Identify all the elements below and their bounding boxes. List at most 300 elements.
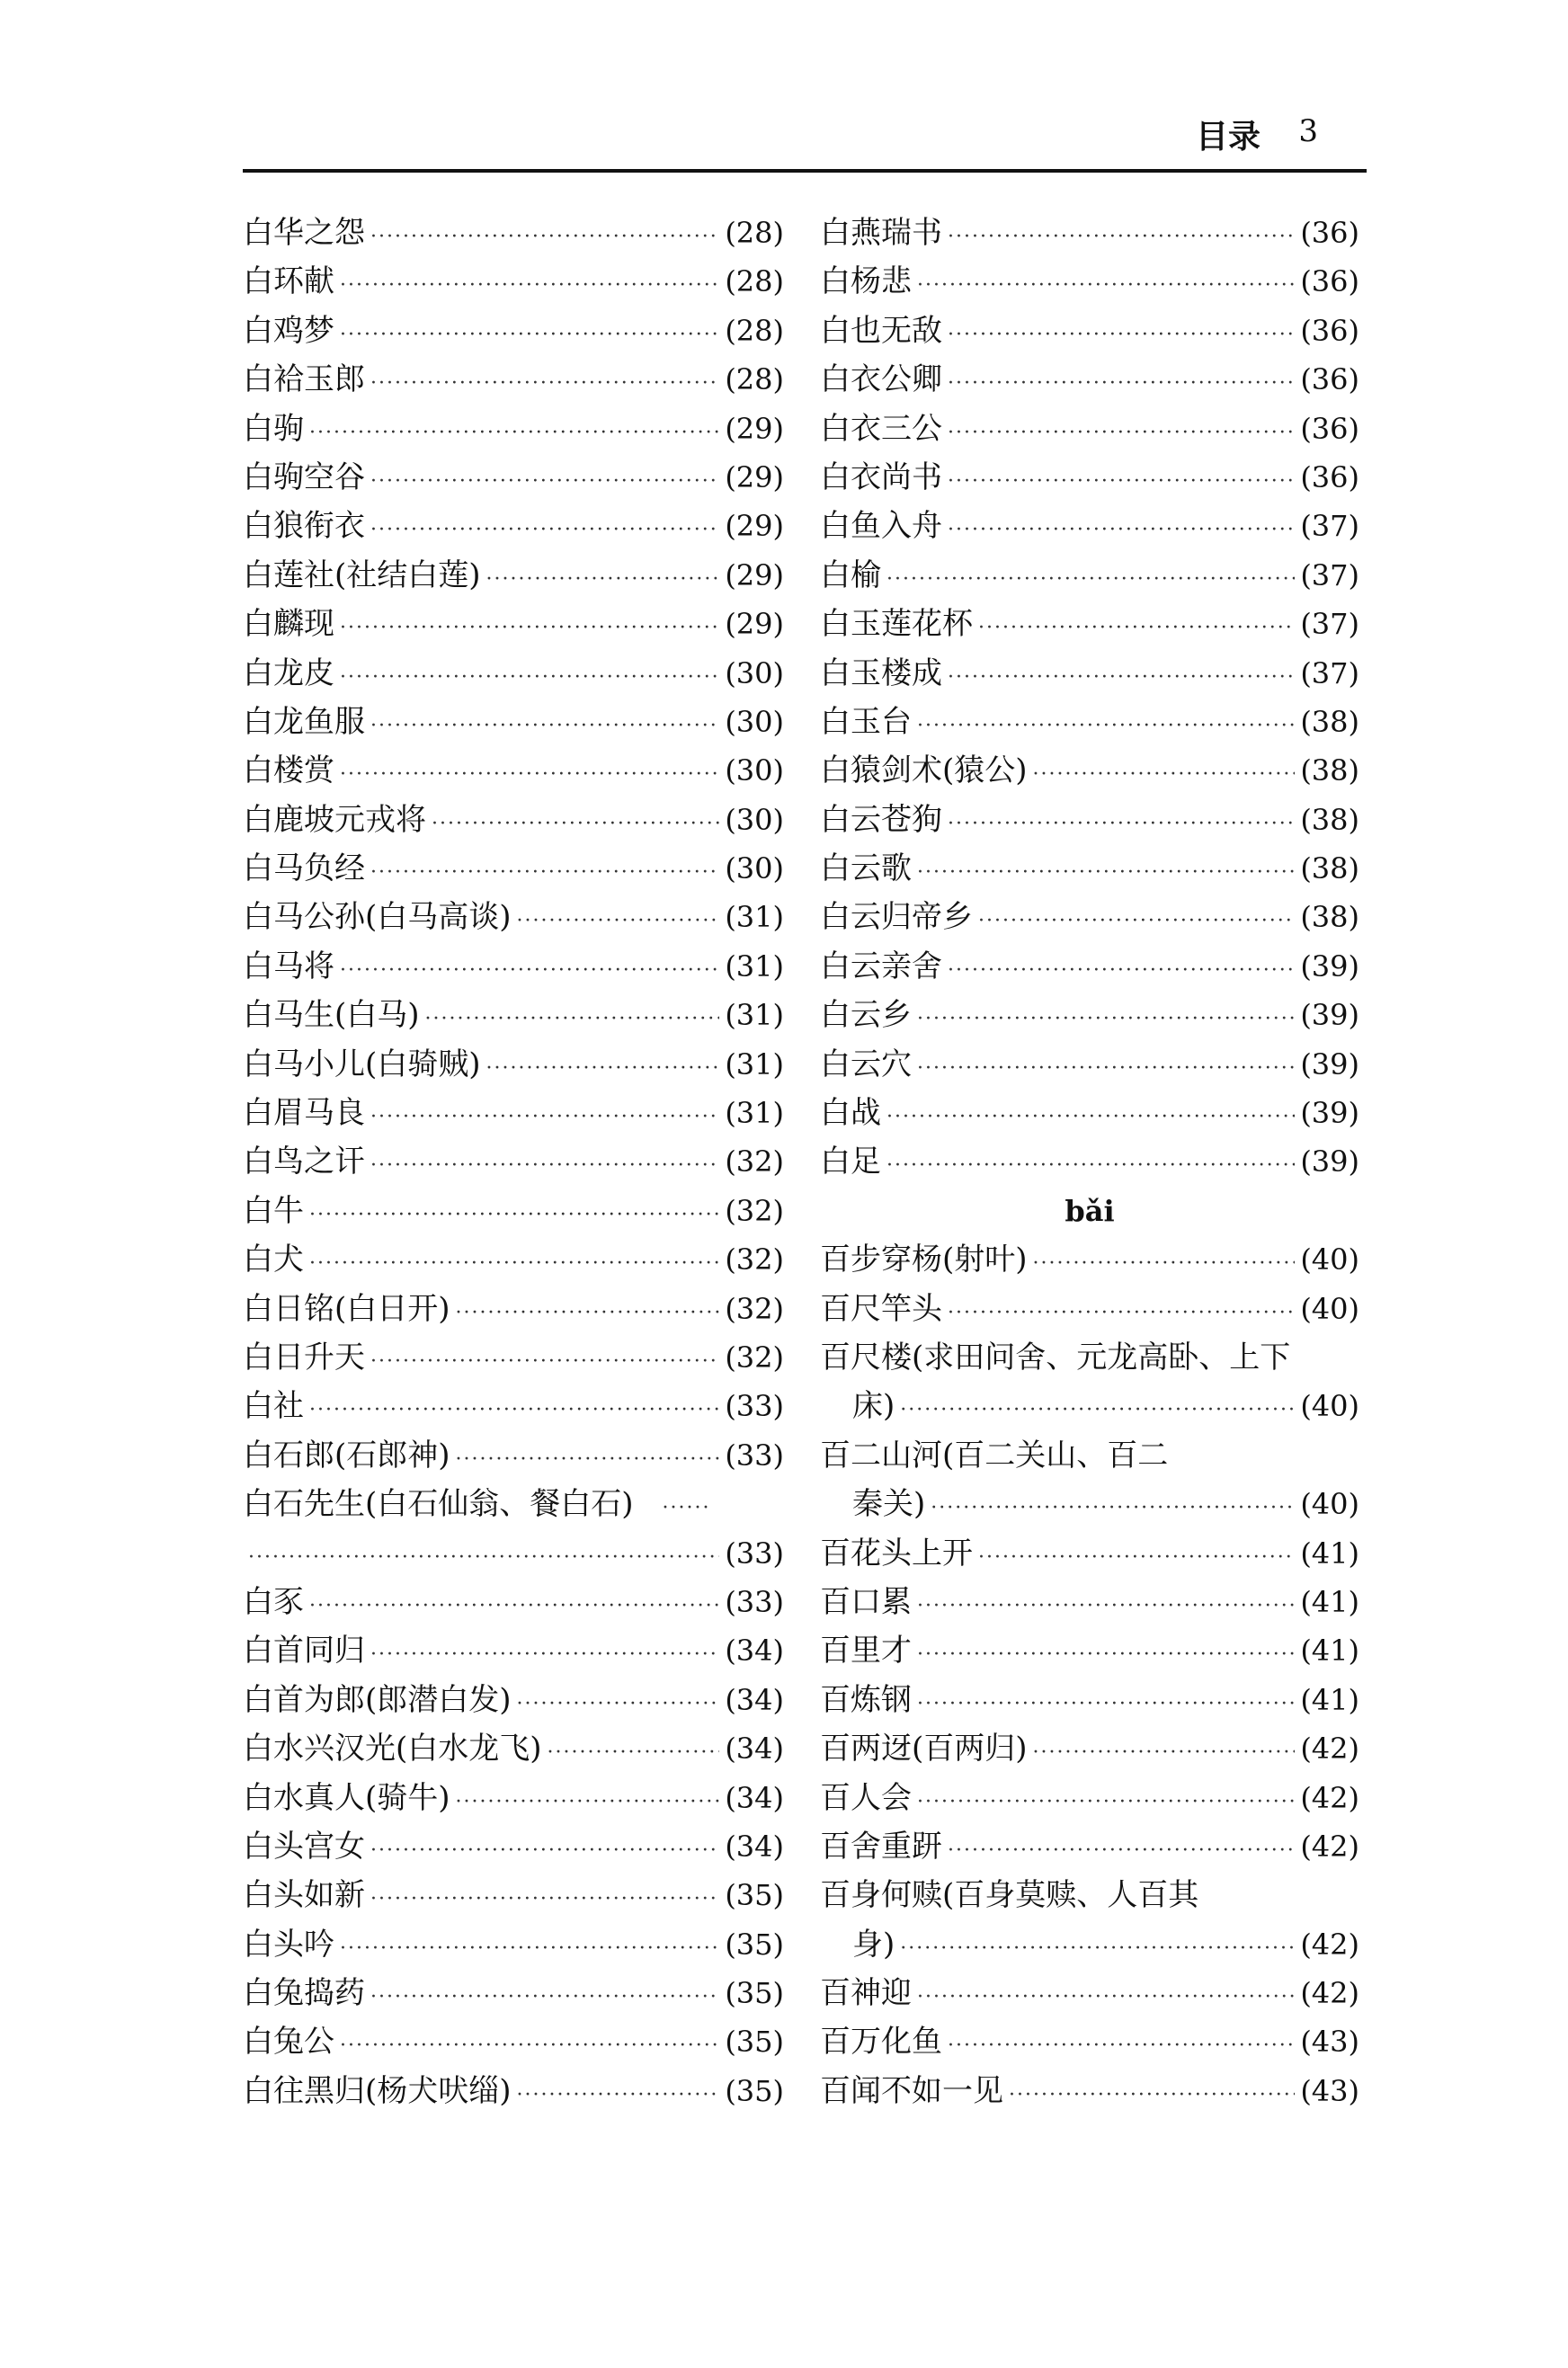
toc-entry [820,1235,1359,1284]
toc-entry [820,1920,1359,1969]
toc-entry [820,1774,1359,1822]
dot-leader [370,1875,719,1924]
dot-leader [340,311,719,360]
dot-leader [340,1925,719,1973]
entry-page: ( 30 ) [725,649,784,698]
entry-page: ( 36 ) [1300,209,1359,257]
entry-title: 白鱼入舟 [820,508,942,545]
entry-title: 百闻不如一见 [820,2072,1003,2109]
toc-entry [243,1382,784,1430]
entry-page: ( 40 ) [1300,1382,1359,1430]
dot-leader [886,556,1295,604]
dot-leader [948,506,1295,555]
entry-title: 白鸡梦 [243,312,334,349]
entry-title: 白云穴 [820,1046,912,1082]
entry-title: 白榆 [820,556,881,593]
toc-column-right [820,209,1359,2115]
toc-entry [820,600,1359,648]
toc-entry [243,453,784,502]
entry-title: 白鸟之讦 [243,1144,365,1180]
dot-leader [948,800,1295,849]
toc-entry [243,1626,784,1675]
entry-page: ( 40 ) [1300,1235,1359,1284]
dot-leader [370,1338,719,1386]
entry-page: ( 36 ) [1300,355,1359,404]
entry-page: ( 30 ) [725,796,784,844]
dot-leader [978,1534,1295,1582]
dot-leader [370,1142,719,1190]
dot-leader [370,1093,719,1142]
entry-page: ( 36 ) [1300,453,1359,502]
dot-leader [948,947,1295,995]
entry-page: ( 40 ) [1300,1480,1359,1528]
entry-title: 白马小儿(白骑贼) [243,1046,481,1082]
dot-leader [309,1582,719,1631]
entry-page: ( 38 ) [1300,746,1359,795]
dot-leader [309,1191,719,1240]
toc-entry [820,1578,1359,1626]
entry-title: 百两迓(百两归) [820,1731,1028,1767]
entry-title: 白往黑归(杨犬吠缁) [243,2072,512,2109]
entry-page: ( 30 ) [725,844,784,893]
toc-entry [820,257,1359,306]
entry-page: ( 32 ) [725,1333,784,1382]
dot-leader [886,1093,1295,1142]
entry-title: 白鹿坡元戎将 [243,801,426,838]
toc-entry [243,1187,784,1235]
entry-title: 白云乡 [820,997,912,1034]
dot-leader [340,751,719,799]
entry-page: ( 38 ) [1300,893,1359,941]
toc-entry [243,844,784,893]
toc-entry [243,600,784,648]
toc-entry-line1: 百尺楼(求田问舍、元龙高卧、上下 [820,1339,1291,1375]
dot-leader [309,409,719,458]
entry-page: ( 40 ) [1300,1285,1359,1333]
entry-title: 白玉台 [820,703,912,740]
entry-page: ( 35 ) [725,2067,784,2115]
entry-title: 白足 [820,1144,881,1180]
toc-entry [243,1235,784,1284]
toc-entry [820,1969,1359,2017]
dot-leader [517,897,720,946]
entry-title: 白衣三公 [820,410,942,447]
entry-title: 白环献 [243,263,334,300]
dot-leader [370,360,719,408]
entry-page: ( 37 ) [1300,502,1359,550]
toc-entry [243,1676,784,1724]
entry-page: ( 33 ) [725,1431,784,1480]
toc-entry [820,1676,1359,1724]
toc-entry [820,502,1359,550]
toc-entry [243,649,784,698]
dot-leader [900,1386,1295,1435]
toc-entry [243,502,784,550]
entry-page: ( 42 ) [1300,1969,1359,2017]
entry-page: ( 33 ) [725,1529,784,1578]
entry-title: 白袷玉郎 [243,361,365,398]
entry-page: ( 34 ) [725,1724,784,1773]
entry-title: 百神迎 [820,1975,912,2012]
toc-entry [243,1822,784,1871]
entry-title: 白水兴汉光(白水龙飞) [243,1731,542,1767]
entry-page: ( 29 ) [725,453,784,502]
entry-title: 百里才 [820,1633,912,1669]
toc-entry [243,942,784,991]
dot-leader [309,1386,719,1435]
dot-leader [517,1680,720,1729]
entry-page: ( 28 ) [725,355,784,404]
entry-title: 白头如新 [243,1877,365,1914]
running-title: 目录 [1195,119,1261,156]
toc-entry [820,1382,1359,1430]
entry-page: ( 39 ) [1300,991,1359,1039]
entry-page: ( 29 ) [725,551,784,600]
entry-title: 白兔捣药 [243,1975,365,2012]
entry-title: 白驹 [243,410,304,447]
toc-entry [820,746,1359,795]
toc-entry [820,1285,1359,1333]
entry-title: 白狼衔衣 [243,508,365,545]
dot-leader [486,1045,720,1093]
entry-page: ( 41 ) [1300,1626,1359,1675]
entry-page: ( 35 ) [725,1871,784,1919]
dot-leader [886,1142,1295,1190]
entry-title: 白水真人(骑牛) [243,1779,450,1816]
dot-leader [948,2022,1295,2070]
toc-entry [820,1137,1359,1186]
dot-leader [1033,1729,1296,1777]
entry-page: ( 33 ) [725,1578,784,1626]
entry-title: 白犬 [243,1242,304,1278]
toc-entry [820,1724,1359,1773]
entry-title: 白马生(白马) [243,997,420,1034]
entry-page: ( 36 ) [1300,405,1359,453]
entry-title: 白云归帝乡 [820,899,973,936]
entry-page: ( 39 ) [1300,1040,1359,1089]
toc-entry [243,1920,784,1969]
dot-leader [1033,1240,1296,1288]
entry-title: 白头宫女 [243,1828,365,1865]
entry-title: 百舍重趼 [820,1828,942,1865]
toc-entry [243,307,784,355]
entry-page: ( 42 ) [1300,1920,1359,1969]
dot-leader [948,360,1295,408]
entry-page: ( 37 ) [1300,551,1359,600]
entry-page: ( 43 ) [1300,2067,1359,2115]
toc-entry [243,698,784,746]
toc-entry [243,405,784,453]
toc-entry [243,1774,784,1822]
entry-title: 百炼钢 [820,1681,912,1718]
dot-leader [917,702,1295,751]
dot-leader [425,995,720,1044]
dot-leader [309,1240,719,1288]
entry-page: ( 31 ) [725,1040,784,1089]
toc-entry [243,1578,784,1626]
entry-page: ( 42 ) [1300,1822,1359,1871]
entry-title: 白龙皮 [243,654,334,691]
dot-leader [917,1973,1295,2022]
toc-entry [243,1529,784,1578]
page-header [243,106,1367,173]
dot-leader [917,995,1295,1044]
entry-page: ( 31 ) [725,991,784,1039]
toc-entry [820,698,1359,746]
entry-title: 白麟现 [243,606,334,643]
toc-entry [243,1285,784,1333]
dot-leader [248,1534,719,1582]
toc-entry [243,1333,784,1382]
entry-title: 白衣公卿 [820,361,942,398]
entry-page: ( 39 ) [1300,1089,1359,1137]
entry-page: ( 37 ) [1300,649,1359,698]
entry-title: 床) [852,1388,895,1425]
dot-leader [517,2071,720,2120]
dot-leader [370,1827,719,1875]
entry-title: 白牛 [243,1192,304,1229]
entry-page: ( 34 ) [725,1822,784,1871]
entry-page: ( 34 ) [725,1626,784,1675]
dot-leader [370,458,719,506]
entry-title: 白莲社(社结白莲) [243,556,481,593]
dot-leader [340,2022,719,2070]
toc-entry [820,1089,1359,1137]
dot-leader [1009,2071,1295,2120]
entry-page: ( 42 ) [1300,1774,1359,1822]
dot-leader [370,1973,719,2022]
toc-entry [820,209,1359,257]
entry-title: 白龙鱼服 [243,703,365,740]
entry-title: 百尺竿头 [820,1290,942,1327]
entry-title: 白石先生(白石仙翁、餐白石) [243,1486,634,1523]
toc-entry [820,551,1359,600]
dot-leader [486,556,720,604]
toc-entry [243,893,784,941]
toc-entry-line1: 百身何赎(百身莫赎、人百其 [820,1877,1199,1914]
entry-page: ( 35 ) [725,1969,784,2017]
dot-leader [370,213,719,262]
entry-title: 白社 [243,1388,304,1425]
entry-page: ( 31 ) [725,893,784,941]
entry-title: 白玉楼成 [820,654,942,691]
dot-leader [456,1289,720,1338]
entry-title: 白华之怨 [243,215,365,251]
dot-leader [948,458,1295,506]
dot-leader [340,654,719,702]
toc-entry [820,1626,1359,1675]
entry-page: ( 29 ) [725,502,784,550]
dot-leader [900,1925,1295,1973]
entry-page: ( 37 ) [1300,600,1359,648]
entry-page: ( 30 ) [725,698,784,746]
toc-entry [243,551,784,600]
entry-title: 白云歌 [820,850,912,887]
dot-leader [948,409,1295,458]
dot-leader [948,654,1295,702]
toc-entry-line1 [243,1480,784,1528]
dot-leader [917,1631,1295,1679]
entry-page: ( 31 ) [725,1089,784,1137]
entry-title: 白日升天 [243,1339,365,1375]
toc-entry [820,1822,1359,1871]
toc-entry [820,2017,1359,2066]
dot-leader [948,213,1295,262]
dot-leader [917,262,1295,310]
dot-leader [917,1045,1295,1093]
toc-entry [820,844,1359,893]
dot-leader [548,1729,720,1777]
toc-entry [243,2017,784,2066]
dot-leader [370,702,719,751]
entry-title: 百人会 [820,1779,912,1816]
dot-leader [370,1631,719,1679]
entry-page: ( 34 ) [725,1774,784,1822]
dot-leader [948,311,1295,360]
toc-entry [243,257,784,306]
entry-title: 秦关) [852,1486,926,1523]
dot-leader [978,897,1295,946]
entry-title: 白也无敌 [820,312,942,349]
entry-title: 白首同归 [243,1633,365,1669]
dot-leader [917,1680,1295,1729]
toc-entry [820,1529,1359,1578]
entry-title: 白日铭(白日开) [243,1290,450,1327]
entry-page: ( 30 ) [725,746,784,795]
entry-page: ( 43 ) [1300,2017,1359,2066]
toc-entry [243,355,784,404]
entry-title: 白眉马良 [243,1095,365,1132]
toc-entry [243,746,784,795]
entry-title: 白马公孙(白马高谈) [243,899,512,936]
toc-entry [820,649,1359,698]
toc-entry [243,1724,784,1773]
section-heading: bǎi [1065,1193,1115,1228]
dot-leader [432,800,719,849]
entry-page: ( 29 ) [725,405,784,453]
toc-entry [820,307,1359,355]
entry-page: ( 36 ) [1300,257,1359,306]
entry-page: ( 32 ) [725,1137,784,1186]
entry-page: ( 41 ) [1300,1578,1359,1626]
entry-page: ( 31 ) [725,942,784,991]
toc-entry [820,2067,1359,2115]
dot-leader [948,1827,1295,1875]
toc-entry [243,796,784,844]
entry-page: ( 42 ) [1300,1724,1359,1773]
toc-entry [820,796,1359,844]
entry-title: 白头吟 [243,1926,334,1963]
toc-entry [243,1969,784,2017]
entry-title: 白衣尚书 [820,458,942,495]
entry-page: ( 35 ) [725,1920,784,1969]
entry-title: 白石郎(石郎神) [243,1437,450,1473]
entry-page: ( 38 ) [1300,844,1359,893]
dot-leader [340,947,719,995]
entry-page: ( 32 ) [725,1187,784,1235]
toc-entry [820,942,1359,991]
entry-page: ( 38 ) [1300,796,1359,844]
entry-title: 白玉莲花杯 [820,606,973,643]
entry-page: ( 28 ) [725,257,784,306]
entry-title: 白云亲舍 [820,948,942,984]
entry-title: 百口累 [820,1583,912,1620]
entry-title: 百万化鱼 [820,2024,942,2061]
entry-title: 百步穿杨(射叶) [820,1242,1028,1278]
toc-entry [820,991,1359,1039]
entry-title: 白猿剑术(猿公) [820,752,1028,789]
dot-leader [931,1484,1295,1533]
toc-entry [820,405,1359,453]
toc-column-left [243,209,784,2115]
toc-entry [243,1089,784,1137]
dot-leader [456,1436,720,1484]
dot-leader [917,1778,1295,1827]
dot-leader [456,1778,720,1827]
entry-title: 白兔公 [243,2024,334,2061]
toc-entry [243,1431,784,1480]
toc-entry [243,1040,784,1089]
toc-entry [243,2067,784,2115]
entry-page: ( 32 ) [725,1235,784,1284]
toc-entry [820,1480,1359,1528]
entry-page: ( 36 ) [1300,307,1359,355]
dot-leader [340,262,719,310]
toc-entry [243,1871,784,1919]
entry-page: ( 28 ) [725,307,784,355]
entry-title: 百花头上开 [820,1535,973,1571]
entry-title: 白马负经 [243,850,365,887]
entry-title: 白云苍狗 [820,801,942,838]
entry-title: 白战 [820,1095,881,1132]
dot-leader [370,506,719,555]
entry-page: ( 35 ) [725,2017,784,2066]
toc-entry [243,1137,784,1186]
entry-page: ( 29 ) [725,600,784,648]
page-number: 3 [1298,113,1318,149]
entry-page: ( 28 ) [725,209,784,257]
toc-entry [820,355,1359,404]
entry-title: 白首为郎(郎潜白发) [243,1681,512,1718]
entry-page: ( 39 ) [1300,1137,1359,1186]
toc-entry [243,991,784,1039]
entry-title: 白楼赏 [243,752,334,789]
entry-page: ( 41 ) [1300,1529,1359,1578]
toc-entry [820,453,1359,502]
toc-entry [243,209,784,257]
dot-leader [1033,751,1296,799]
entry-title: 身) [852,1926,895,1963]
entry-page: ( 33 ) [725,1382,784,1430]
dot-leader [370,849,719,897]
toc-entry [820,893,1359,941]
dot-leader [978,604,1295,653]
entry-page: ( 32 ) [725,1285,784,1333]
dot-leader [340,604,719,653]
entry-title: 白马将 [243,948,334,984]
entry-page: ( 34 ) [725,1676,784,1724]
entry-title: 白驹空谷 [243,458,365,495]
entry-page: ( 41 ) [1300,1676,1359,1724]
dot-leader [948,1289,1295,1338]
dot-leader [917,849,1295,897]
entry-page: ( 39 ) [1300,942,1359,991]
entry-page: ( 38 ) [1300,698,1359,746]
entry-title: 白燕瑞书 [820,215,942,251]
entry-title: 白豕 [243,1583,304,1620]
toc-entry [820,1040,1359,1089]
dot-leader [917,1582,1295,1631]
